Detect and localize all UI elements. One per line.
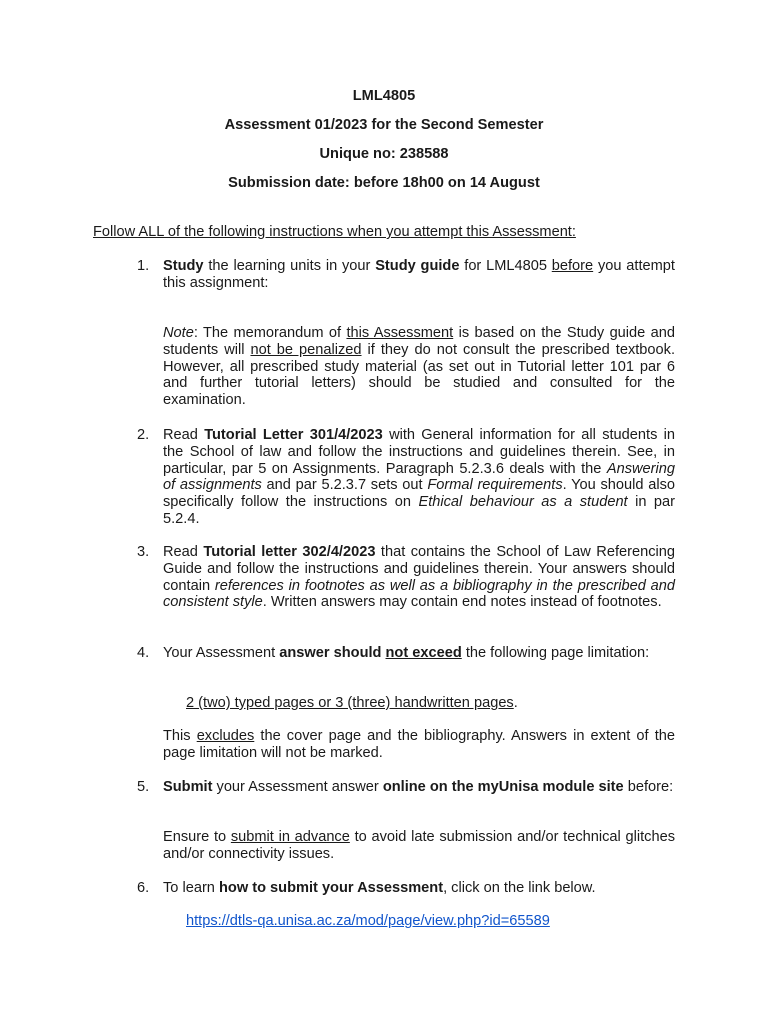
- assessment-title: Assessment 01/2023 for the Second Semester: [224, 117, 544, 133]
- item-number: 5.: [137, 779, 150, 795]
- item-number: 4.: [137, 645, 150, 661]
- item-number: 2.: [137, 427, 150, 443]
- submission-help-link[interactable]: https://dtls-qa.unisa.ac.za/mod/page/view.php?id=65589: [186, 913, 550, 929]
- instructions-intro: Follow ALL of the following instructions when you attempt this Assessment:: [93, 224, 576, 240]
- course-code: LML4805: [352, 88, 416, 104]
- item-text: To learn how to submit your Assessment, click on the link below.: [163, 880, 596, 896]
- item-text: Study the learning units in your Study guide for LML4805 before you attempt this assignment:: [163, 258, 675, 291]
- limit-exclusions: This excludes the cover page and the bibliography. Answers in extent of the page limitation will not be marked.: [163, 728, 675, 761]
- item-text: Submit your Assessment answer online on the myUnisa module site before:: [163, 779, 674, 795]
- submission-date: Submission date: before 18h00 on 14 August: [228, 175, 540, 191]
- item-number: 3.: [137, 544, 150, 560]
- item-text: Read Tutorial Letter 301/4/2023 with General information for all students in the School of law and follow the instructions and guidelines therein. See, in particular, par 5 on Assignments. Paragraph 5.2.3.6 deals with the Answering of assignments and par 5.2.3.7 sets out Formal requirements. You should also specifically follow the instructions on Ethical behaviour as a student in par 5.2.4.: [163, 427, 676, 527]
- item-text: Read Tutorial letter 302/4/2023 that contains the School of Law Referencing Guide and follow the instructions and guidelines therein. Your answers should contain references in footnotes as well as a bibliography in the prescribed and consistent style. Written answers may contain end notes instead of footnotes.: [163, 544, 675, 611]
- item-text: Your Assessment answer should not exceed the following page limitation:: [163, 645, 650, 661]
- item-note: Note: The memorandum of this Assessment is based on the Study guide and students will not be penalized if they do not consult the prescribed textbook. However, all prescribed study material (as set out in Tutorial letter 101 par 6 and further tutorial letters) should be studied and consulted for the examination.: [163, 325, 675, 409]
- page-limit: 2 (two) typed pages or 3 (three) handwritten pages.: [186, 695, 518, 711]
- item-number: 6.: [137, 880, 150, 896]
- submit-advance-note: Ensure to submit in advance to avoid late submission and/or technical glitches and/or connectivity issues.: [163, 829, 675, 862]
- item-number: 1.: [137, 258, 150, 274]
- unique-number: Unique no: 238588: [319, 146, 449, 162]
